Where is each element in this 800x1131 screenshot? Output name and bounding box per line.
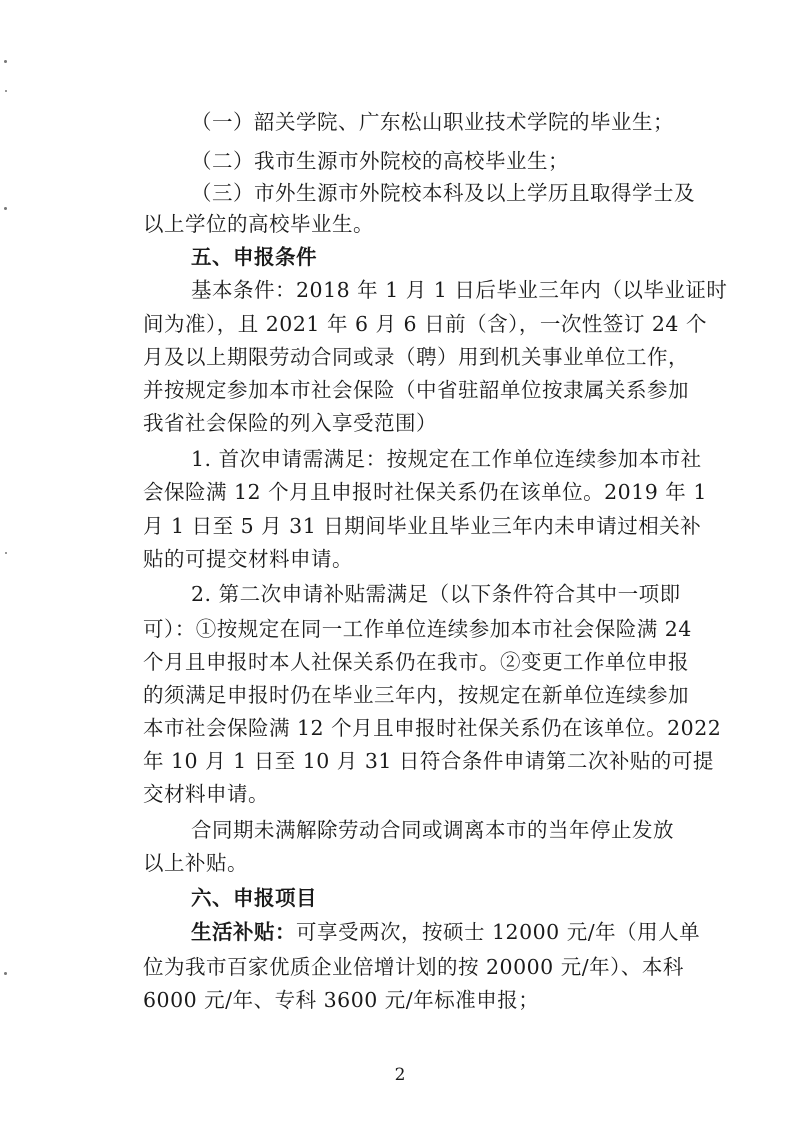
text-line: 以上学位的高校毕业生。: [143, 212, 374, 236]
text-line-lead: [191, 917, 700, 947]
text-line: （二）我市生源市外院校的高校毕业生；: [191, 149, 569, 173]
scan-speck: [4, 60, 7, 63]
text-line: 会保险满 12 个月且申报时社保关系仍在该单位。2019 年 1: [143, 480, 707, 504]
text-line: 我省社会保险的列入享受范围）: [143, 411, 437, 435]
text-line: 可）：①按规定在同一工作单位连续参加本市社会保险满 24: [143, 617, 692, 641]
text-line: 个月且申报时本人社保关系仍在我市。②变更工作单位申报: [143, 650, 689, 674]
text-line: 月及以上期限劳动合同或录（聘）用到机关事业单位工作，: [143, 345, 689, 369]
text-line: 年 10 月 1 日至 10 月 31 日符合条件申请第二次补贴的可提: [143, 749, 714, 773]
text-line: 并按规定参加本市社会保险（中省驻韶单位按隶属关系参加: [143, 378, 689, 402]
living-subsidy-label: 生活补贴：: [191, 920, 296, 944]
scan-speck: [4, 207, 7, 210]
text-line: （三）市外生源市外院校本科及以上学历且取得学士及: [191, 181, 695, 205]
text-line: 本市社会保险满 12 个月且申报时社保关系仍在该单位。2022: [143, 716, 722, 740]
text-line: 基本条件：2018 年 1 月 1 日后毕业三年内（以毕业证时: [191, 278, 728, 302]
text-line: 贴的可提交材料申请。: [143, 547, 353, 571]
text-line: 的须满足申报时仍在毕业三年内，按规定在新单位连续参加: [143, 683, 689, 707]
scan-speck: [4, 972, 7, 975]
text-line: 6000 元/年、专科 3600 元/年标准申报；: [143, 988, 540, 1012]
text-line: 2. 第二次申请补贴需满足（以下条件符合其中一项即: [191, 582, 681, 606]
text-line: 位为我市百家优质企业倍增计划的按 20000 元/年）、本科: [143, 955, 684, 979]
text-line: 月 1 日至 5 月 31 日期间毕业且毕业三年内未申请过相关补: [143, 514, 702, 538]
text-line: （一）韶关学院、广东松山职业技术学院的毕业生；: [191, 110, 674, 134]
text-line: 合同期未满解除劳动合同或调离本市的当年停止发放: [191, 818, 674, 842]
scan-speck: [5, 90, 7, 92]
text-line: 1. 首次申请需满足：按规定在工作单位连续参加本市社: [191, 447, 702, 471]
text-line: 以上补贴。: [143, 851, 248, 875]
page-number: 2: [394, 1065, 406, 1085]
section-heading-5: 五、申报条件: [191, 245, 317, 269]
text-line: 交材料申请。: [143, 782, 269, 806]
living-subsidy-text: 可享受两次，按硕士 12000 元/年（用人单: [296, 920, 701, 944]
section-heading-6: 六、申报项目: [191, 886, 317, 910]
text-line: 间为准），且 2021 年 6 月 6 日前（含），一次性签订 24 个: [143, 312, 707, 336]
scan-speck: [5, 552, 7, 554]
